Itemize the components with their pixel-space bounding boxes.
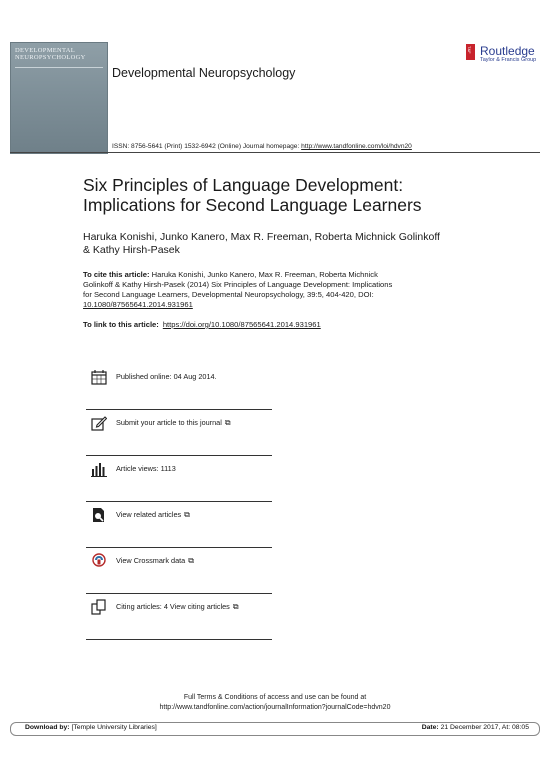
citation-block [83,270,463,310]
list-item-related[interactable] [86,502,272,548]
external-link-icon: ⧉ [184,510,190,519]
published-date-label: Published online: 04 Aug 2014. [116,372,217,381]
cover-rule [15,67,103,68]
edit-icon [91,415,107,431]
download-label: Download by: [25,724,70,731]
list-item-citing[interactable] [86,594,272,640]
crossmark-link[interactable] [116,556,194,566]
citation-line2: Golinkoff & Kathy Hirsh-Pasek (2014) Six Principles of Language Development: Implications [83,280,393,289]
terms-notice [0,693,550,713]
citation-line3: for Second Language Learners, Developmental Neuropsychology, 39:5, 404-420, DOI: [83,290,374,299]
publisher-name: Routledge [480,44,535,58]
submit-article-label: Submit your article to this journal [116,418,222,427]
external-link-icon: ⧉ [224,418,231,427]
terms-url[interactable]: http://www.tandfonline.com/action/journalInformation?journalCode=hdvn20 [159,704,391,711]
related-articles-icon [91,507,107,523]
article-title [83,175,523,215]
article-views-label: Article views: 1113 [116,464,176,473]
cover-title [11,43,107,61]
issn-text: ISSN: 8756-5641 (Print) 1532-6942 (Online) Journal homepage: [112,143,300,150]
journal-homepage-link[interactable]: http://www.tandfonline.com/loi/hdvn20 [301,143,412,150]
bar-chart-icon [91,461,107,477]
date-label: Date: [421,724,439,731]
article-info-list [86,364,272,640]
download-info [25,724,157,731]
issn-line [112,143,412,150]
date-value: 21 December 2017, At: 08:05 [440,724,529,731]
list-item-views [86,456,272,502]
download-footer [10,722,540,736]
related-articles-link[interactable] [116,510,190,520]
citing-articles-icon [91,599,107,615]
journal-cover-image [10,42,108,154]
publisher-logo [466,44,546,66]
submit-article-link[interactable] [116,418,231,428]
citation-line1: Haruka Konishi, Junko Kanero, Max R. Freeman, Roberta Michnick [151,270,378,279]
list-item-submit[interactable] [86,410,272,456]
cover-title-line1: DEVELOPMENTAL [15,47,76,54]
article-title-line2: Implications for Second Language Learners [83,195,422,215]
cover-title-line2: NEUROPSYCHOLOGY [15,54,86,61]
publisher-subtitle: Taylor & Francis Group [480,57,537,63]
publisher-logo-mark-text: T&F [467,46,472,54]
download-value: [Temple University Libraries] [71,724,157,731]
authors-line1: Haruka Konishi, Junko Kanero, Max R. Freeman, Roberta Michnick Golinkoff [83,231,440,243]
external-link-icon: ⧉ [188,556,194,565]
list-item-crossmark[interactable] [86,548,272,594]
publisher-logo-mark [466,44,475,60]
external-link-icon: ⧉ [232,602,239,611]
list-item-published [86,364,272,410]
citation-doi-link[interactable]: 10.1080/87565641.2014.931961 [83,300,193,309]
citing-articles-link[interactable] [116,602,239,612]
citation-label: To cite this article: [83,270,150,279]
header-divider [10,152,540,153]
article-title-line1: Six Principles of Language Development: [83,175,404,195]
article-link-line [83,320,321,329]
citing-articles-label: Citing articles: 4 View citing articles [116,602,230,611]
journal-name: Developmental Neuropsychology [112,66,296,80]
authors-line2: & Kathy Hirsh-Pasek [83,244,180,256]
crossmark-icon [91,553,107,569]
calendar-icon [91,369,107,385]
download-date [422,724,529,731]
article-authors [83,231,503,257]
article-link-label: To link to this article: [83,320,159,329]
related-articles-label: View related articles [116,510,182,519]
article-doi-link[interactable]: https://doi.org/10.1080/87565641.2014.931961 [162,320,321,329]
terms-line1: Full Terms & Conditions of access and use can be found at [183,694,367,701]
crossmark-label: View Crossmark data [116,556,186,565]
